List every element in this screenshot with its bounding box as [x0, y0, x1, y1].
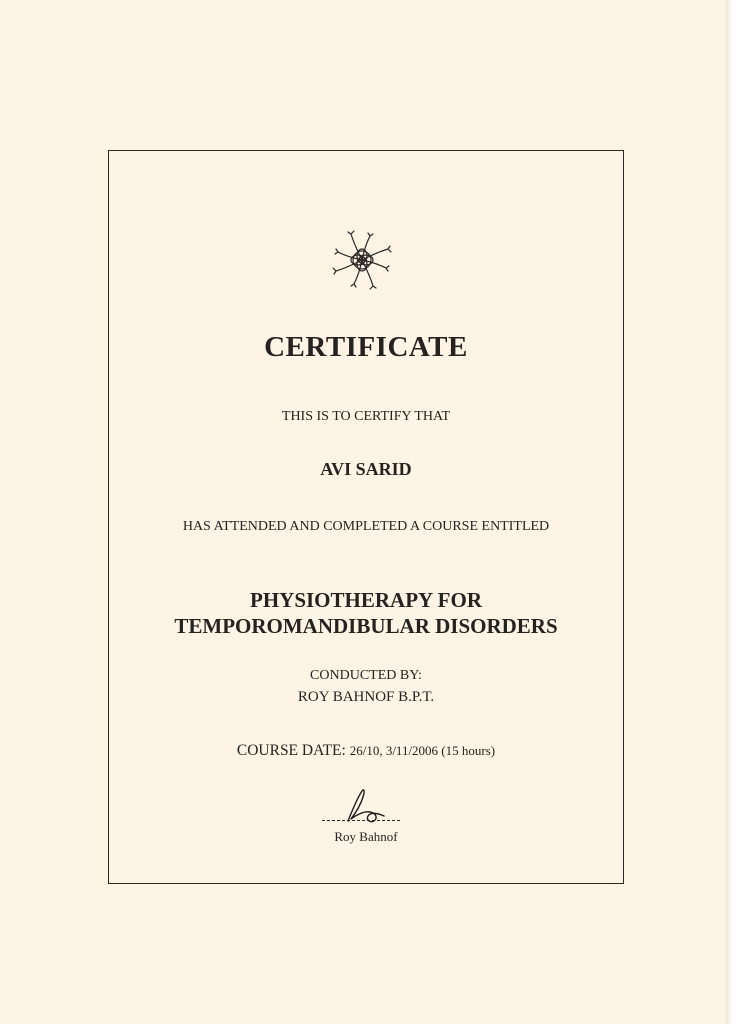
- course-date-label: COURSE DATE:: [236, 742, 346, 759]
- recipient-name: AVI SARID: [320, 459, 412, 479]
- conducted-by-name: ROY BAHNOF B.P.T.: [297, 689, 435, 705]
- course-title-line-2: TEMPOROMANDIBULAR DISORDERS: [174, 614, 558, 638]
- signature-line: [322, 820, 400, 821]
- attended-statement: HAS ATTENDED AND COMPLETED A COURSE ENTITLED: [182, 519, 550, 534]
- signer-name: Roy Bahnof: [334, 829, 398, 844]
- signature-icon: [318, 785, 408, 825]
- conducted-by-label: CONDUCTED BY:: [310, 668, 422, 683]
- certificate-title: CERTIFICATE: [264, 331, 468, 363]
- pinwheel-logo-icon: [318, 216, 406, 304]
- paper-edge: [726, 0, 745, 1024]
- course-date: [108, 742, 624, 760]
- course-title-line-1: PHYSIOTHERAPY FOR: [250, 588, 482, 612]
- course-date-value: 26/10, 3/11/2006 (15 hours): [349, 743, 496, 758]
- certify-statement: THIS IS TO CERTIFY THAT: [281, 409, 451, 424]
